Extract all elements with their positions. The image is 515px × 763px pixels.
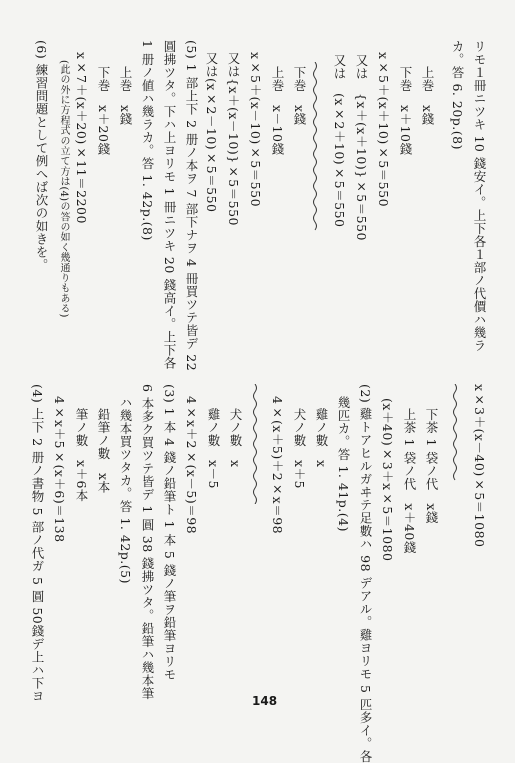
- text-line: 上巻 x－10錢: [270, 66, 285, 156]
- wavy-divider: [450, 384, 460, 484]
- text-line: リモ１冊ニツキ 10 錢安イ。上下各１部ノ代價ハ幾ラ: [472, 40, 487, 352]
- text-line: 又は{x＋(x－10)}×5＝550: [226, 52, 241, 226]
- text-line: 犬ノ數 x＋5: [292, 408, 307, 490]
- text-line: 上茶 1 袋ノ代 x＋40錢: [402, 408, 417, 554]
- page-number: 148: [252, 694, 278, 708]
- note-line: (此の外に方程式の立て方は(4)の答の如く幾通りもある): [58, 60, 69, 318]
- text-line: 又は {x＋(x＋10)}×5＝550: [354, 54, 369, 241]
- text-line: 幾匹カ。答 1. 41p.(4): [336, 396, 351, 532]
- text-line: 4×x＋2×(x－5)＝98: [184, 396, 199, 535]
- text-line: 上巻 x錢: [420, 66, 435, 126]
- text-line: 1 册ノ値ハ幾ラカ。答 1. 42p.(8): [140, 40, 155, 241]
- text-line: 筆ノ數 x＋6本: [74, 408, 89, 503]
- text-line: 下巻 x＋10錢: [398, 66, 413, 156]
- text-line: 4×(x＋5)＋2×x＝98: [270, 396, 285, 535]
- text-line: カ。答 6. 20p.(8): [450, 40, 465, 150]
- text-line: ハ幾本買ツタカ。答 1. 42p.(5): [118, 396, 133, 584]
- text-line: (4) 上下 2 册ノ書物 5 部ノ代ガ 5 圓 50錢デ上ハ下ヨ: [30, 384, 45, 703]
- wavy-divider: [250, 384, 260, 504]
- text-line: 圓拂ツタ。下ハ上ヨリモ 1 冊ニツキ 20 錢高イ。上下各: [162, 40, 177, 370]
- wavy-divider: [310, 62, 320, 232]
- text-line: (2) 雞トアヒルガヰテ足數ハ 98 デアル。雞ヨリモ 5 匹多イ。各: [358, 384, 373, 763]
- text-line: 雞ノ數 x: [314, 408, 329, 468]
- text-line: x×5＋(x－10)×5＝550: [248, 52, 263, 208]
- text-line: 6 本多ク買ツテ皆デ 1 圓 38 錢拂ツタ。鉛筆ハ幾本筆: [140, 384, 155, 701]
- text-line: 又は (x×2＋10)×5＝550: [332, 54, 347, 228]
- text-line: 下巻 x＋20錢: [96, 66, 111, 156]
- text-line: 4×x＋5×(x＋6)＝138: [52, 396, 67, 543]
- text-line: (5) 1 部上下 2 册ノ本ヲ 7 部下ナヲ 4 冊買ツテ皆デ 22: [184, 40, 199, 372]
- text-line: 又は(x×2－10)×5＝550: [204, 52, 219, 213]
- text-line: (3) 1 本 4 錢ノ鉛筆ト 1 本 5 錢ノ筆ヲ鉛筆ヨリモ: [162, 384, 177, 681]
- text-line: 下茶 1 袋ノ代 x錢: [424, 408, 439, 524]
- text-line: 鉛筆ノ數 x本: [96, 408, 111, 494]
- text-line: 下巻 x錢: [292, 66, 307, 126]
- text-line: (x＋40)×3＋x×5＝1080: [380, 398, 395, 562]
- text-line: x×3＋(x－40)×5＝1080: [472, 384, 487, 548]
- text-line: (6) 練習問題として例へば次の如きを。: [34, 40, 49, 272]
- text-line: 上巻 x錢: [118, 66, 133, 126]
- text-line: 犬ノ數 x: [228, 408, 243, 468]
- text-line: x×5＋(x＋10)×5＝550: [376, 52, 391, 208]
- text-line: 雞ノ數 x－5: [206, 408, 221, 490]
- text-line: x×7＋(x＋20)×11＝2200: [74, 52, 89, 224]
